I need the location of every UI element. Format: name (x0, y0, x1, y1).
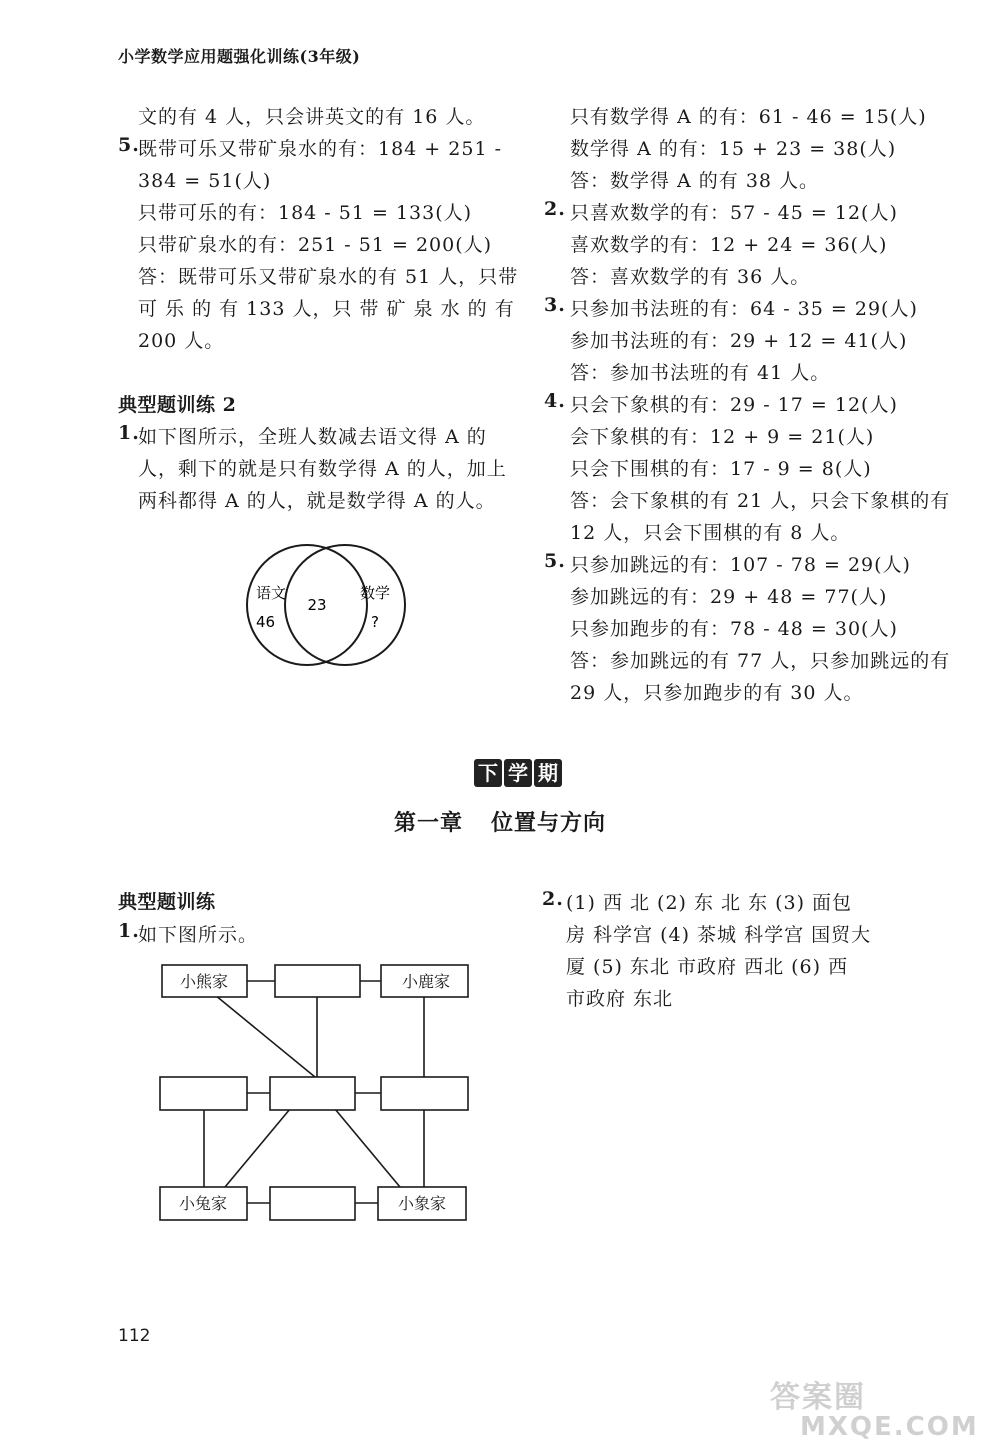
text-line: 喜欢数学的有：12 + 24 = 36(人) (570, 234, 888, 256)
text-line: 答：喜欢数学的有 36 人。 (570, 266, 811, 288)
map-label-top-left: 小熊家 (179, 972, 229, 991)
text-line: 200 人。 (138, 330, 225, 352)
text-line: 可 乐 的 有 133 人，只 带 矿 泉 水 的 有 (138, 298, 515, 320)
item-number: 5. (118, 134, 140, 156)
text-line: 只参加书法班的有：64 - 35 = 29(人) (570, 298, 918, 320)
text-line: 29 人，只参加跑步的有 30 人。 (570, 682, 864, 704)
chapter-title (0, 806, 1000, 837)
text-line: 厦 (5) 东北 市政府 西北 (6) 西 (566, 956, 849, 978)
text-line: 市政府 东北 (566, 988, 674, 1010)
text-line: 参加跳远的有：29 + 48 = 77(人) (570, 586, 888, 608)
text-line: 答：数学得 A 的有 38 人。 (570, 170, 820, 192)
venn-diagram (220, 535, 420, 675)
text-line: 数学得 A 的有：15 + 23 = 38(人) (570, 138, 897, 160)
chapter-number: 第一章 (393, 811, 463, 836)
venn-circle-right (285, 545, 405, 665)
text-line: 参加书法班的有：29 + 12 = 41(人) (570, 330, 908, 352)
item-number: 1. (118, 920, 140, 942)
text-line: 会下象棋的有：12 + 9 = 21(人) (570, 426, 875, 448)
text-line: 两科都得 A 的人，就是数学得 A 的人。 (138, 490, 496, 512)
semester-char: 学 (504, 759, 532, 787)
text-line: 只会下围棋的有：17 - 9 = 8(人) (570, 458, 872, 480)
text-line: 只带矿泉水的有：251 - 51 = 200(人) (138, 234, 493, 256)
item-number: 5. (544, 550, 566, 572)
venn-left-value: 46 (256, 613, 276, 631)
map-label-top-right: 小鹿家 (401, 972, 451, 991)
venn-center-value: 23 (307, 596, 327, 614)
text-line: 只参加跳远的有：107 - 78 = 29(人) (570, 554, 911, 576)
page-number: 112 (118, 1326, 151, 1346)
running-header: 小学数学应用题强化训练(3年级) (118, 47, 361, 66)
position-map (150, 955, 480, 1235)
text-line: 只会下象棋的有：29 - 17 = 12(人) (570, 394, 898, 416)
watermark-logo: 答案圈 (770, 1380, 866, 1415)
text-line: 如下图所示，全班人数减去语文得 A 的 (138, 426, 487, 448)
text-line: (1) 西 北 (2) 东 北 东 (3) 面包 (566, 892, 853, 914)
chapter-name: 位置与方向 (491, 811, 607, 836)
semester-char: 期 (534, 759, 562, 787)
map-label-bottom-right: 小象家 (397, 1194, 447, 1213)
item-number: 4. (544, 390, 566, 412)
map-box (270, 1187, 355, 1220)
text-line: 人，剩下的就是只有数学得 A 的人，加上 (138, 458, 507, 480)
map-box (381, 1077, 468, 1110)
text-line: 文的有 4 人，只会讲英文的有 16 人。 (138, 106, 486, 128)
venn-right-label: 数学 (359, 584, 391, 602)
map-box (275, 965, 360, 997)
text-line: 如下图所示。 (138, 924, 259, 946)
semester-char: 下 (474, 759, 502, 787)
item-number: 2. (544, 198, 566, 220)
map-box (160, 1077, 247, 1110)
map-label-bottom-left: 小兔家 (178, 1194, 228, 1213)
text-line: 只喜欢数学的有：57 - 45 = 12(人) (570, 202, 898, 224)
item-number: 1. (118, 422, 140, 444)
venn-left-label: 语文 (256, 584, 287, 602)
text-line: 只参加跑步的有：78 - 48 = 30(人) (570, 618, 898, 640)
text-line: 既带可乐又带矿泉水的有：184 + 251 - (138, 138, 502, 160)
section-title: 典型题训练 (118, 891, 216, 913)
map-box (270, 1077, 355, 1110)
text-line: 答：既带可乐又带矿泉水的有 51 人，只带 (138, 266, 519, 288)
watermark-url: MXQE.COM (800, 1412, 979, 1442)
item-number: 3. (544, 294, 566, 316)
venn-right-value: ? (371, 613, 379, 631)
text-line: 只带可乐的有：184 - 51 = 133(人) (138, 202, 473, 224)
section-title: 典型题训练 2 (118, 394, 237, 416)
text-line: 房 科学宫 (4) 茶城 科学宫 国贸大 (566, 924, 872, 946)
text-line: 12 人，只会下围棋的有 8 人。 (570, 522, 851, 544)
text-line: 答：参加跳远的有 77 人，只参加跳远的有 (570, 650, 951, 672)
semester-badge (474, 759, 562, 787)
text-line: 答：会下象棋的有 21 人，只会下象棋的有 (570, 490, 951, 512)
text-line: 只有数学得 A 的有：61 - 46 = 15(人) (570, 106, 927, 128)
text-line: 答：参加书法班的有 41 人。 (570, 362, 831, 384)
text-line: 384 = 51(人) (138, 170, 272, 192)
item-number: 2. (542, 888, 564, 910)
